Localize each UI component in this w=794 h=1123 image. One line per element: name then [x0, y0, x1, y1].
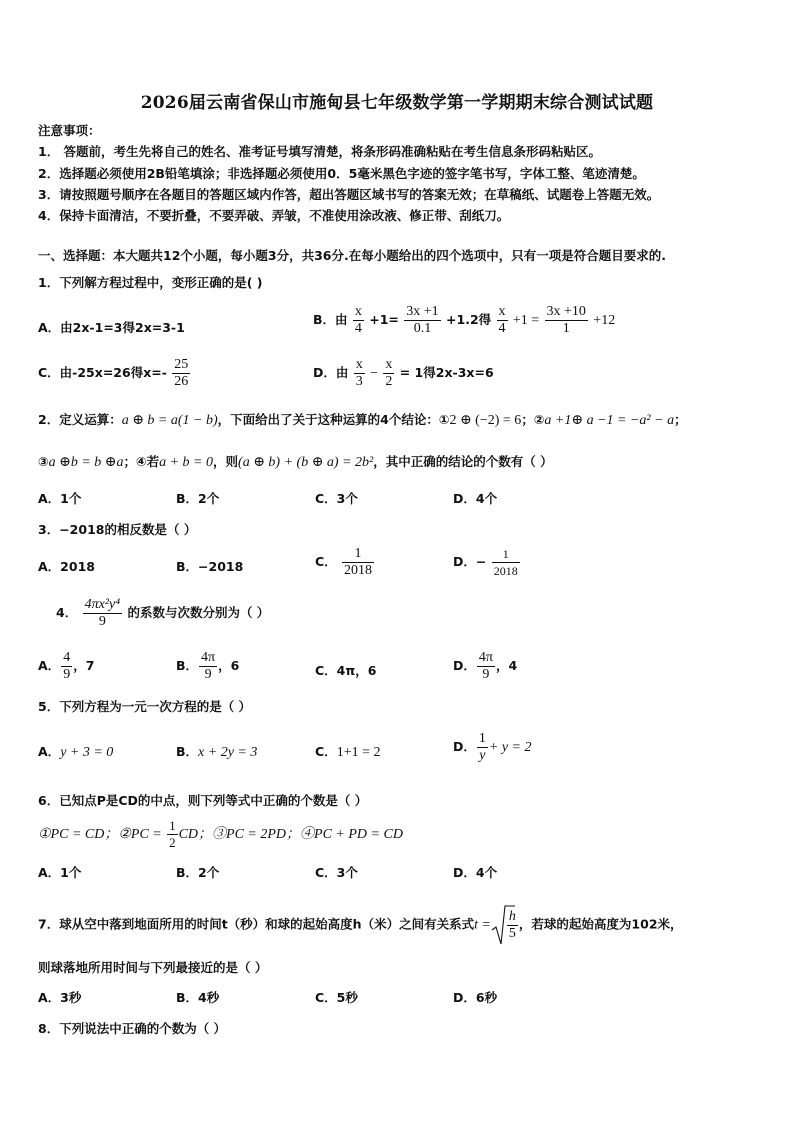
q1-d-frac-1 [354, 357, 365, 390]
q1-b-text-3: +1 = [512, 313, 540, 328]
frac-num: 3x +10 [546, 304, 586, 319]
q7-text-1: 7．球从空中落到地面所用的时间t（秒）和球的起始高度h（米）之间有关系式 [38, 916, 475, 932]
frac-num: 4π [201, 650, 216, 665]
q7-line-1 [38, 904, 683, 946]
q3-c-frac [342, 546, 374, 579]
q1-d-prefix: D．由 [313, 365, 349, 380]
q2-sep: ；② [521, 412, 545, 427]
q8-stem: 8．下列说法中正确的个数为（ ） [38, 1021, 227, 1036]
q6-half-frac [167, 818, 178, 851]
frac-num: x [385, 357, 393, 372]
q4-stem [56, 597, 269, 630]
q7-sqrt [491, 904, 519, 946]
frac-den: 3 [355, 374, 363, 389]
q4-d-post: ，4 [495, 658, 518, 673]
q1-stem: 1．下列解方程过程中，变形正确的是( ) [38, 275, 263, 290]
q1-option-c [38, 357, 191, 390]
q4-a-post: ，7 [73, 658, 95, 673]
q5-a-label: A． [38, 744, 61, 759]
q1-b-text-1: +1= [369, 312, 399, 327]
q2-conclusion-2: a +1⊕ a −1 = −a² − a [544, 413, 675, 428]
frac-num: 25 [174, 357, 189, 372]
frac-num: 4 [63, 650, 71, 665]
q4-prefix: 4． [56, 605, 78, 620]
q5-stem: 5．下列方程为一元一次方程的是（ ） [38, 699, 252, 714]
q2-definition: a ⊕ b = a(1 − b) [121, 413, 218, 428]
q4-d-label: D． [453, 658, 476, 673]
frac-num: h [508, 908, 516, 924]
q3-d-frac [492, 546, 520, 579]
q4-option-b [176, 650, 239, 683]
q3-option-b: B．−2018 [176, 559, 244, 574]
q2-conclusion-4a: a + b = 0 [159, 455, 214, 470]
frac-den: 9 [98, 614, 106, 629]
frac-den: 2018 [493, 564, 518, 578]
q4-a-label: A． [38, 658, 61, 673]
frac-num: 1 [169, 818, 176, 833]
q3-option-c [315, 546, 375, 579]
q1-option-a: A．由2x-1=3得2x=3-1 [38, 320, 185, 335]
q7-line-2: 则球落地所用时间与下列最接近的是（ ） [38, 960, 268, 975]
q5-c-label: C． [315, 744, 337, 759]
q6-option-b: B．2个 [176, 865, 220, 880]
q5-option-d [453, 731, 532, 764]
frac-den: 4 [354, 321, 362, 336]
q6-conclusions-2: CD；③PC = 2PD；④PC + PD = CD [178, 827, 403, 842]
frac-den: 5 [508, 925, 516, 941]
q1-b-frac-1 [353, 304, 364, 337]
q5-b-label: B． [176, 744, 199, 759]
q1-d-text: = 1得2x-3x=6 [399, 365, 494, 380]
frac-num: x [354, 304, 362, 319]
frac-den: 9 [204, 667, 212, 682]
q4-d-frac [477, 650, 495, 683]
frac-den: 1 [562, 321, 570, 336]
q2-prefix-2: ③ [38, 454, 49, 469]
q7-sqrt-frac [507, 909, 518, 942]
q2-end-2: ，其中正确的结论的个数有（ ） [373, 454, 553, 469]
q2-end-1: ； [674, 412, 687, 427]
q5-b-expr: x + 2y = 3 [198, 745, 258, 760]
q4-a-frac [61, 650, 72, 683]
frac-den: 26 [174, 374, 189, 389]
frac-num: 4πx²y⁴ [84, 597, 121, 612]
q5-a-expr: y + 3 = 0 [60, 745, 114, 760]
q1-c-text: C．由-25x=26得x=- [38, 365, 167, 380]
q3-c-label: C． [315, 554, 337, 569]
q2-prefix: 2．定义运算： [38, 412, 122, 427]
frac-num: 1 [492, 546, 520, 563]
note-item-4: 4．保持卡面清洁，不要折叠，不要弄破、弄皱，不准使用涂改液、修正带、刮纸刀。 [38, 208, 510, 223]
q3-option-a: A．2018 [38, 559, 95, 574]
frac-num: x [355, 357, 363, 372]
q3-stem: 3．−2018的相反数是（ ） [38, 522, 197, 537]
q7-option-c: C．5秒 [315, 990, 358, 1005]
q6-conclusions-1: ①PC = CD；②PC = [38, 827, 162, 842]
q7-option-a: A．3秒 [38, 990, 82, 1005]
q6-option-c: C．3个 [315, 865, 358, 880]
frac-num: 3x +1 [406, 304, 439, 319]
q1-d-frac-2 [383, 357, 394, 390]
q2-option-b: B．2个 [176, 491, 220, 506]
q6-option-a: A．1个 [38, 865, 82, 880]
q2-line-2 [38, 452, 553, 471]
q4-option-c: C．4π，6 [315, 663, 377, 678]
q4-b-frac [199, 650, 217, 683]
frac-den: 0.1 [413, 321, 432, 336]
frac-num: x [498, 304, 506, 319]
q1-option-b [313, 304, 615, 337]
page-title: 2026届云南省保山市施甸县七年级数学第一学期期末综合测试试题 [140, 93, 654, 113]
q6-conclusions [38, 818, 403, 851]
frac-num: 1 [478, 731, 486, 746]
q1-b-prefix: B．由 [313, 312, 348, 327]
q4-b-label: B． [176, 658, 199, 673]
q1-b-frac-2 [404, 304, 440, 337]
notes-heading: 注意事项： [38, 123, 101, 138]
q2-line-1 [38, 410, 687, 429]
frac-den: 2018 [344, 563, 373, 578]
q5-c-expr: 1+1 = 2 [336, 745, 381, 760]
q2-text-1: ，下面给出了关于这种运算的4个结论：① [217, 412, 450, 427]
frac-den: y [479, 748, 486, 763]
q1-b-text-2: +1.2得 [446, 312, 492, 327]
note-item-1: 1． 答题前，考生先将自己的姓名、准考证号填写清楚，将条形码准确粘贴在考生信息条形码粘贴区。 [38, 144, 602, 159]
q2-option-c: C．3个 [315, 491, 358, 506]
q7-option-b: B．4秒 [176, 990, 220, 1005]
q6-option-d: D．4个 [453, 865, 498, 880]
q2-conclusion-4b: (a ⊕ b) + (b ⊕ a) = 2b² [238, 455, 374, 470]
q5-option-b [176, 742, 257, 761]
q2-text-3: ，则 [213, 454, 239, 469]
q2-conclusion-3: a ⊕b = b ⊕a [48, 455, 124, 470]
q7-text-2: ，若球的起始高度为102米， [518, 916, 683, 932]
q1-c-frac [172, 357, 190, 390]
q3-d-label: D．− [453, 554, 487, 569]
q4-option-a [38, 650, 94, 683]
frac-den: 2 [385, 374, 393, 389]
q5-d-post: + y = 2 [488, 740, 532, 755]
q1-b-frac-4 [545, 304, 588, 337]
q7-option-d: D．6秒 [453, 990, 498, 1005]
frac-den: 2 [169, 835, 176, 850]
q5-d-frac [477, 731, 488, 764]
q7-t-eq: t = [474, 917, 491, 933]
q2-option-d: D．4个 [453, 491, 498, 506]
note-item-3: 3．请按照题号顺序在各题目的答题区域内作答，超出答题区域书写的答案无效；在草稿纸、试题卷上答题无效。 [38, 187, 660, 202]
frac-num: 4π [478, 650, 493, 665]
frac-den: 4 [498, 321, 506, 336]
q1-b-text-4: +12 [593, 313, 616, 328]
q1-b-frac-3 [497, 304, 508, 337]
q2-text-2: ；④若 [123, 454, 160, 469]
q4-post: 的系数与次数分别为（ ） [127, 605, 270, 620]
q3-option-d [453, 546, 521, 579]
section-heading: 一、选择题：本大题共12个小题，每小题3分，共36分.在每小题给出的四个选项中，只有一项是符合题目要求的. [38, 248, 666, 263]
q4-frac [83, 597, 123, 630]
frac-num: 1 [342, 546, 374, 563]
q2-option-a: A．1个 [38, 491, 82, 506]
q5-option-c [315, 742, 380, 761]
frac-den: 9 [482, 667, 490, 682]
q4-option-d [453, 650, 517, 683]
q5-d-label: D． [453, 739, 476, 754]
q2-conclusion-1: 2 ⊕ (−2) = 6 [449, 413, 522, 428]
q6-stem: 6．已知点P是CD的中点，则下列等式中正确的个数是（ ） [38, 793, 368, 808]
q5-option-a [38, 742, 113, 761]
frac-den: 9 [63, 667, 71, 682]
q4-b-post: ，6 [218, 658, 240, 673]
q1-option-d: D．由 $\frac{x}{3}$ − $\frac{x}{2}$ = 1得2x-3x=6 [313, 357, 494, 389]
note-item-2: 2．选择题必须使用2B铅笔填涂；非选择题必须使用0．5毫米黑色字迹的签字笔书写，字体工整、笔迹清楚。 [38, 166, 645, 181]
